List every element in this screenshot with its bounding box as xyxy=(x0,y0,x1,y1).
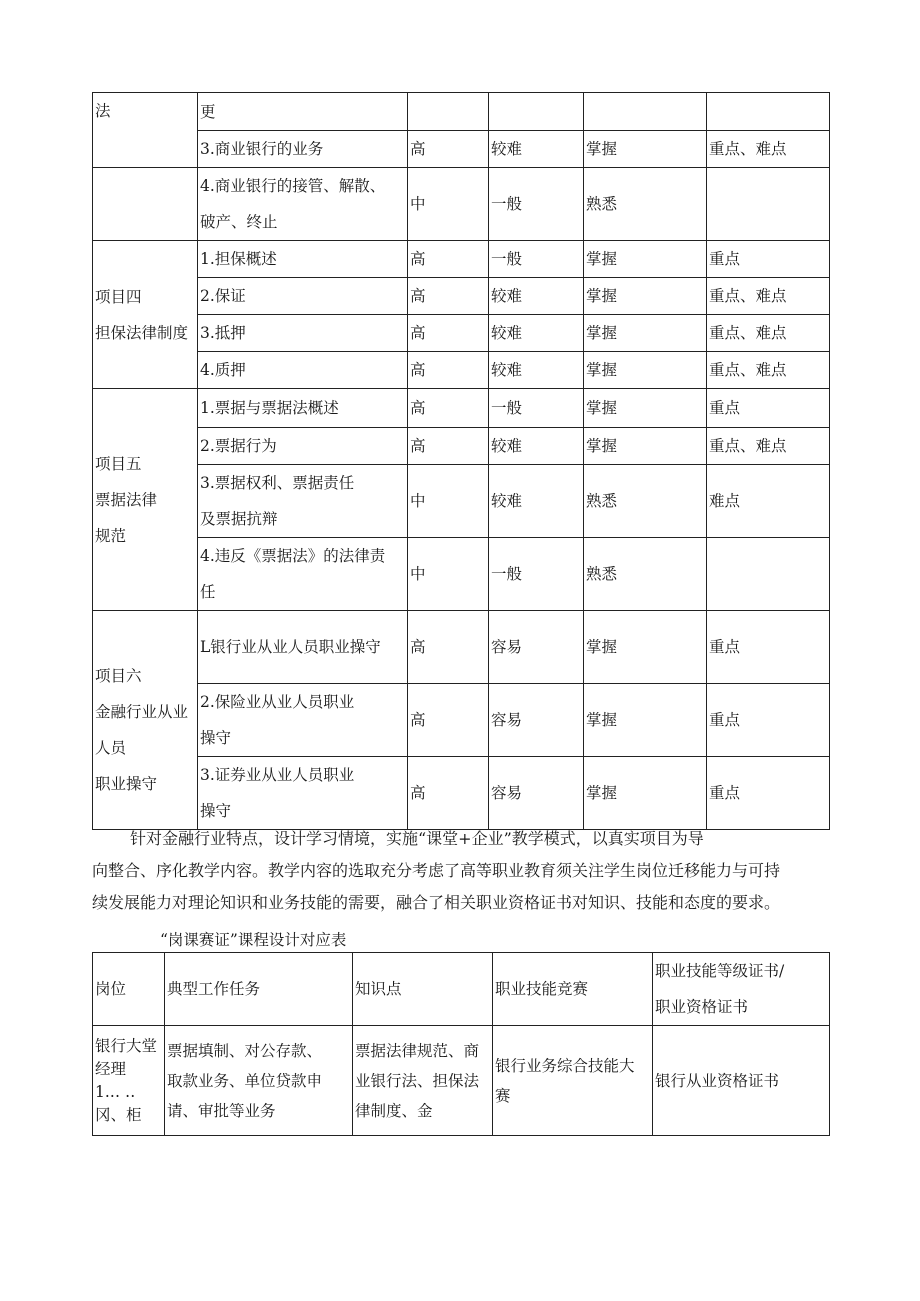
contest-cell: 银行业务综合技能大 赛 xyxy=(493,1026,653,1136)
key-point-cell: 重点、难点 xyxy=(707,131,830,168)
importance-cell: 高 xyxy=(408,315,489,352)
item-cell: 3.证券业从业人员职业 操守 xyxy=(198,757,408,830)
item-cell: 1.担保概述 xyxy=(198,241,408,278)
difficulty-cell: 容易 xyxy=(489,684,584,757)
difficulty-cell: 较难 xyxy=(489,352,584,389)
key-point-cell: 重点 xyxy=(707,389,830,428)
body-paragraph-line: 针对金融行业特点，设计学习情境，实施“课堂+企业”教学模式，以真实项目为导 xyxy=(130,829,704,848)
key-point-cell xyxy=(707,168,830,241)
difficulty-cell: 较难 xyxy=(489,278,584,315)
course-content-table xyxy=(92,92,830,830)
requirement-cell: 掌握 xyxy=(584,241,707,278)
importance-cell: 高 xyxy=(408,241,489,278)
item-cell: 2.保险业从业人员职业 操守 xyxy=(198,684,408,757)
key-point-cell: 难点 xyxy=(707,465,830,538)
body-paragraph-line: 向整合、序化教学内容。教学内容的选取充分考虑了高等职业教育须关注学生岗位迁移能力与可持 xyxy=(92,861,781,880)
item-cell: 3.商业银行的业务 xyxy=(198,131,408,168)
importance-cell: 中 xyxy=(408,465,489,538)
header-certificate: 职业技能等级证书/ 职业资格证书 xyxy=(653,953,830,1026)
difficulty-cell: 较难 xyxy=(489,428,584,465)
difficulty-cell: 容易 xyxy=(489,757,584,830)
requirement-cell: 掌握 xyxy=(584,757,707,830)
requirement-cell: 熟悉 xyxy=(584,538,707,611)
difficulty-cell: 一般 xyxy=(489,241,584,278)
item-cell: 2.保证 xyxy=(198,278,408,315)
requirement-cell: 掌握 xyxy=(584,428,707,465)
importance-cell: 高 xyxy=(408,352,489,389)
knowledge-cell: 票据法律规范、商 业银行法、担保法 律制度、金 xyxy=(353,1026,493,1136)
table-caption: “岗课赛证”课程设计对应表 xyxy=(160,931,347,949)
body-paragraph-line: 续发展能力对理论知识和业务技能的需要，融合了相关职业资格证书对知识、技能和态度的要求。 xyxy=(92,893,781,912)
post-cell: 银行大堂 经理 1.‥ ‥ 冈、柜 xyxy=(93,1026,165,1136)
header-post: 岗位 xyxy=(93,953,165,1026)
requirement-cell: 掌握 xyxy=(584,352,707,389)
difficulty-cell: 较难 xyxy=(489,315,584,352)
difficulty-cell: 较难 xyxy=(489,465,584,538)
requirement-cell: 掌握 xyxy=(584,611,707,684)
key-point-cell: 重点、难点 xyxy=(707,278,830,315)
project-cell: 项目六 金融行业从业 人员 职业操守 xyxy=(93,611,198,830)
item-cell: 3.票据权利、票据责任 及票据抗辩 xyxy=(198,465,408,538)
item-cell: 3.抵押 xyxy=(198,315,408,352)
requirement-cell: 掌握 xyxy=(584,389,707,428)
key-point-cell: 重点 xyxy=(707,757,830,830)
project-cell: 法 xyxy=(93,93,198,168)
item-cell: 4.质押 xyxy=(198,352,408,389)
difficulty-cell: 一般 xyxy=(489,538,584,611)
importance-cell: 高 xyxy=(408,278,489,315)
importance-cell: 高 xyxy=(408,428,489,465)
difficulty-cell: 一般 xyxy=(489,168,584,241)
importance-cell: 高 xyxy=(408,611,489,684)
header-task: 典型工作任务 xyxy=(165,953,353,1026)
difficulty-cell: 较难 xyxy=(489,131,584,168)
importance-cell: 高 xyxy=(408,684,489,757)
key-point-cell: 重点 xyxy=(707,241,830,278)
key-point-cell: 重点、难点 xyxy=(707,428,830,465)
importance-cell: 高 xyxy=(408,131,489,168)
header-knowledge: 知识点 xyxy=(353,953,493,1026)
requirement-cell: 熟悉 xyxy=(584,465,707,538)
importance-cell: 高 xyxy=(408,757,489,830)
key-point-cell xyxy=(707,538,830,611)
difficulty-cell: 一般 xyxy=(489,389,584,428)
key-point-cell: 重点、难点 xyxy=(707,352,830,389)
item-cell: L银行业从业人员职业操守 xyxy=(198,611,408,684)
requirement-cell: 掌握 xyxy=(584,684,707,757)
item-cell: 更 xyxy=(198,93,408,131)
difficulty-cell: 容易 xyxy=(489,611,584,684)
requirement-cell: 熟悉 xyxy=(584,168,707,241)
item-cell: 1.票据与票据法概述 xyxy=(198,389,408,428)
key-point-cell: 重点 xyxy=(707,684,830,757)
project-cell: 项目五 票据法律 规范 xyxy=(93,389,198,611)
header-contest: 职业技能竞赛 xyxy=(493,953,653,1026)
requirement-cell: 掌握 xyxy=(584,131,707,168)
certificate-cell: 银行从业资格证书 xyxy=(653,1026,830,1136)
task-cell: 票据填制、对公存款、 取款业务、单位贷款申 请、审批等业务 xyxy=(165,1026,353,1136)
importance-cell: 中 xyxy=(408,168,489,241)
item-cell: 2.票据行为 xyxy=(198,428,408,465)
key-point-cell: 重点 xyxy=(707,611,830,684)
requirement-cell: 掌握 xyxy=(584,315,707,352)
item-cell: 4.违反《票据法》的法律责 任 xyxy=(198,538,408,611)
post-course-contest-cert-table xyxy=(92,952,830,1136)
key-point-cell: 重点、难点 xyxy=(707,315,830,352)
requirement-cell: 掌握 xyxy=(584,278,707,315)
project-cell: 项目四 担保法律制度 xyxy=(93,241,198,389)
importance-cell: 高 xyxy=(408,389,489,428)
importance-cell: 中 xyxy=(408,538,489,611)
item-cell: 4.商业银行的接管、解散、 破产、终止 xyxy=(198,168,408,241)
